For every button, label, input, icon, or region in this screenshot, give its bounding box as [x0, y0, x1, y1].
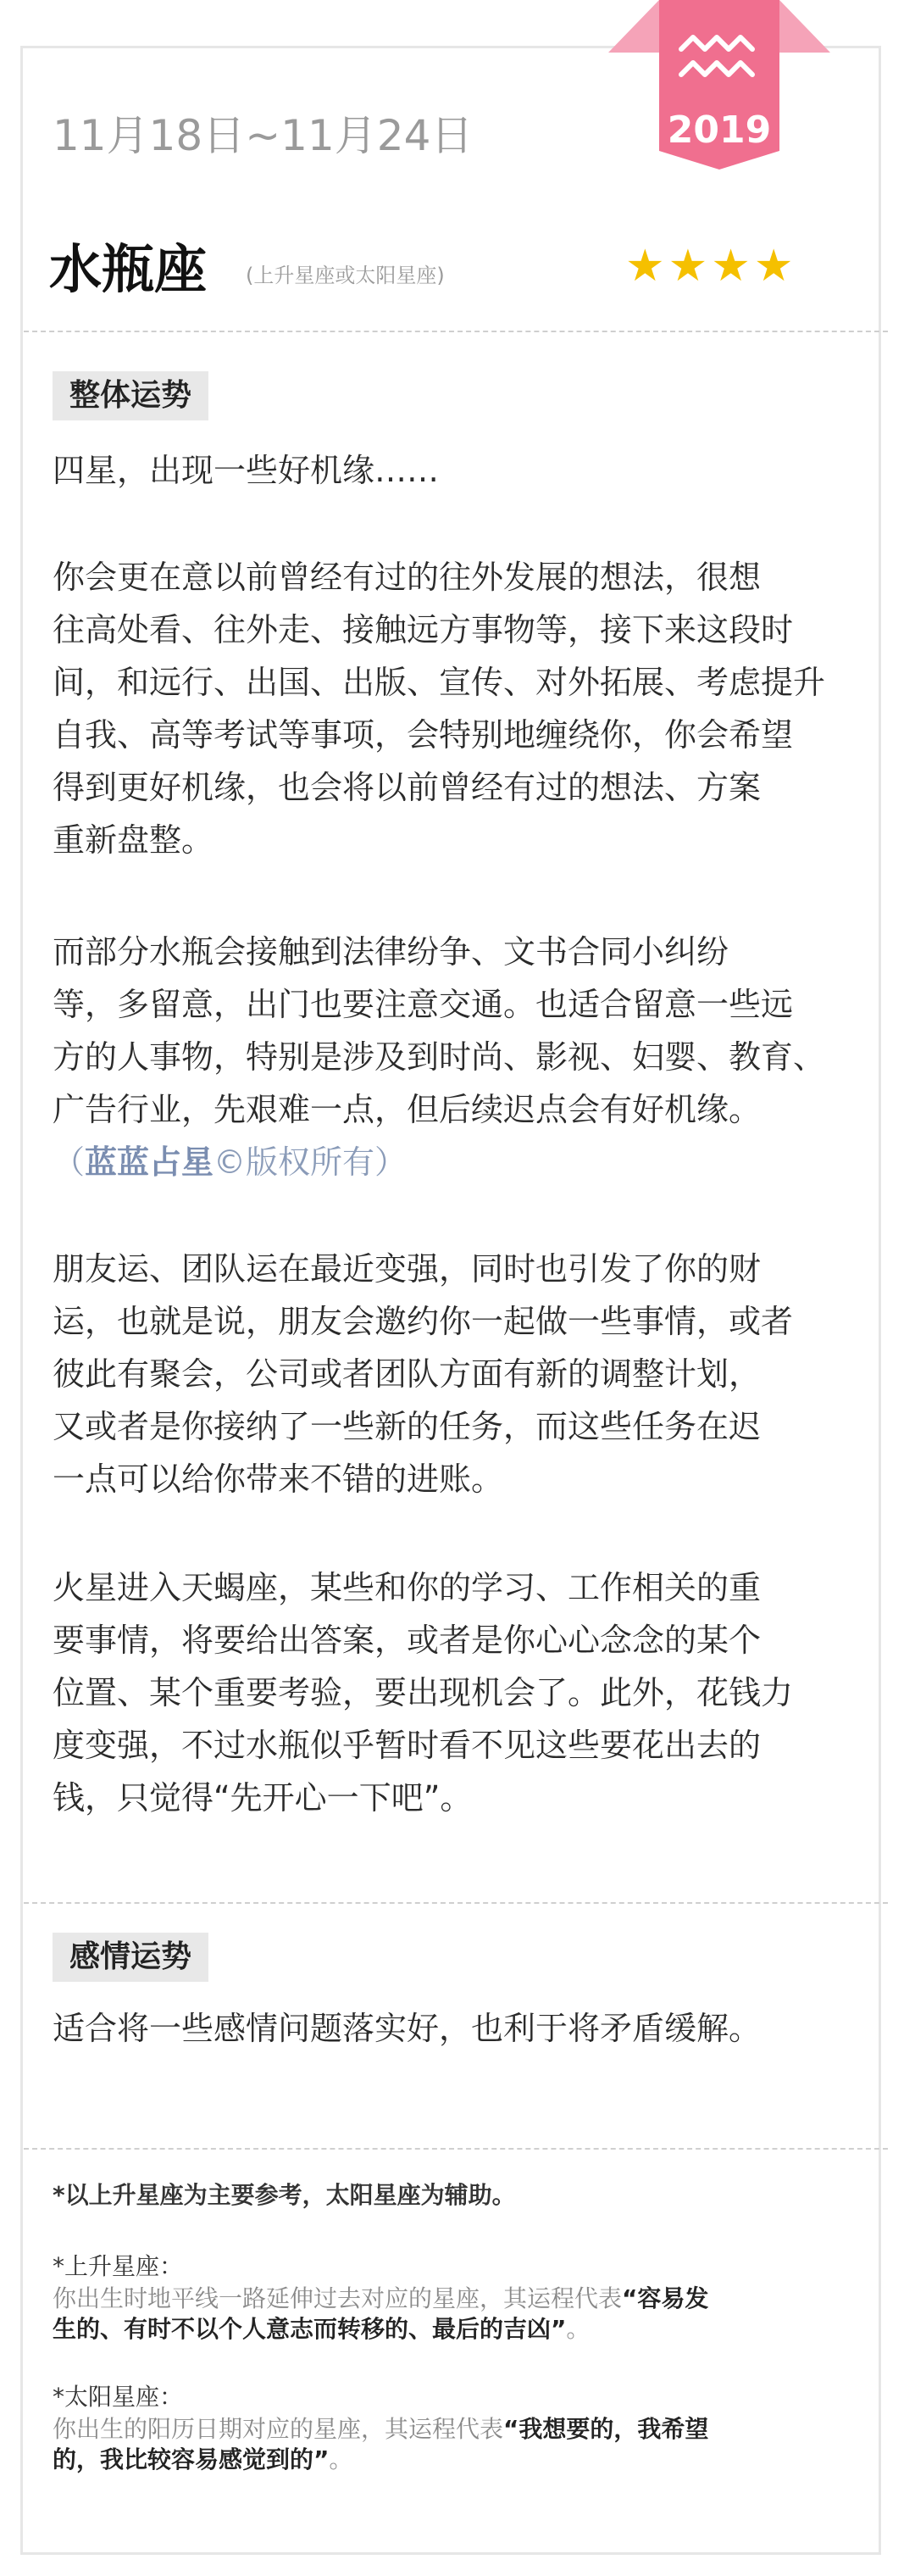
text-line: 运，也就是说，朋友会邀约你一起做一些事情，或者 [53, 1303, 794, 1340]
sun-sign-label: *太阳星座： [53, 2383, 184, 2411]
text-line: 等，多留意，出门也要注意交通。也适合留意一些远 [53, 986, 794, 1023]
text-line: 间，和远行、出国、出版、宣传、对外拓展、考虑提升 [53, 664, 826, 701]
text-line: 你会更在意以前曾经有过的往外发展的想法，很想 [53, 559, 762, 596]
text-line [53, 2445, 866, 2475]
overall-paragraph-2 [53, 551, 866, 866]
text-line: 彼此有聚会，公司或者团队方面有新的调整计划， [53, 1355, 762, 1393]
sun-desc-plain: 你出生的阳历日期对应的星座，其运程代表 [53, 2415, 504, 2443]
love-paragraph: 适合将一些感情问题落实好，也利于将矛盾缓解。 [53, 2010, 762, 2047]
overall-paragraph-3 [53, 926, 866, 1188]
ascendant-label: *上升星座： [53, 2252, 184, 2280]
ascendant-desc-plain: 你出生时地平线一路延伸过去对应的星座，其运程代表 [53, 2284, 623, 2312]
copyright-brand: 蓝蓝占星 [85, 1143, 214, 1181]
text-line: 往高处看、往外走、接触远方事物等，接下来这段时 [53, 611, 794, 648]
text-line: 又或者是你接纳了一些新的任务，而这些任务在迟 [53, 1408, 762, 1445]
text-line: 要事情，将要给出答案，或者是你心心念念的某个 [53, 1622, 762, 1659]
text-line: 位置、某个重要考验，要出现机会了。此外，花钱力 [53, 1674, 794, 1711]
overall-fortune-tag: 整体运势 [53, 371, 208, 420]
text-line: 重新盘整。 [53, 821, 214, 859]
love-fortune-tag: 感情运势 [53, 1933, 208, 1982]
text-line: 得到更好机缘，也会将以前曾经有过的想法、方案 [53, 769, 762, 806]
sun-sign-description [53, 2414, 866, 2475]
ribbon-right-wing [779, 0, 830, 53]
ascendant-desc-end: 。 [566, 2315, 591, 2343]
divider-top [24, 331, 888, 332]
copyright-open: （ [53, 1143, 86, 1181]
footnote-main: *以上升星座为主要参考，太阳星座为辅助。 [53, 2181, 516, 2209]
copyright-rest: ©版权所有） [214, 1143, 408, 1181]
date-range: 11月18日~11月24日 [53, 111, 474, 160]
sun-desc-end: 。 [329, 2445, 353, 2473]
text-line: 自我、高等考试等事项，会特别地缠绕你，你会希望 [53, 716, 794, 754]
text-line: 度变强，不过水瓶似乎暂时看不见这些要花出去的 [53, 1727, 762, 1764]
sun-desc-bold-1: “我想要的，我希望 [503, 2415, 709, 2443]
overall-paragraph-1: 四星，出现一些好机缘…… [53, 452, 440, 489]
text-line: 广告行业，先艰难一点，但后续迟点会有好机缘。 [53, 1091, 762, 1128]
ascendant-description [53, 2284, 866, 2345]
overall-paragraph-5 [53, 1561, 866, 1824]
star-rating: ★★★★ [625, 241, 797, 292]
text-line [53, 2284, 866, 2314]
divider-middle [24, 1902, 888, 1904]
text-line: 而部分水瓶会接触到法律纷争、文书合同小纠纷 [53, 933, 729, 971]
year-label: 2019 [667, 108, 772, 152]
sign-name: 水瓶座 [49, 238, 208, 300]
sun-desc-bold-2: 的，我比较容易感觉到的” [53, 2445, 330, 2473]
text-line: 方的人事物，特别是涉及到时尚、影视、妇婴、教育、 [53, 1038, 826, 1076]
copyright-line [53, 1136, 866, 1188]
sign-note: (上升星座或太阳星座) [246, 264, 445, 287]
text-line [53, 2314, 866, 2345]
ribbon-left-wing [608, 0, 659, 53]
divider-bottom [24, 2148, 888, 2150]
text-line: 一点可以给你带来不错的进账。 [53, 1460, 504, 1498]
text-line [53, 2414, 866, 2445]
ascendant-desc-bold-1: “容易发 [622, 2284, 709, 2312]
text-line: 朋友运、团队运在最近变强，同时也引发了你的财 [53, 1250, 762, 1288]
text-line: 钱，只觉得“先开心一下吧”。 [53, 1779, 473, 1817]
overall-paragraph-4 [53, 1243, 866, 1505]
text-line: 火星进入天蝎座，某些和你的学习、工作相关的重 [53, 1569, 762, 1606]
ascendant-desc-bold-2: 生的、有时不以个人意志而转移的、最后的吉凶” [53, 2315, 567, 2343]
